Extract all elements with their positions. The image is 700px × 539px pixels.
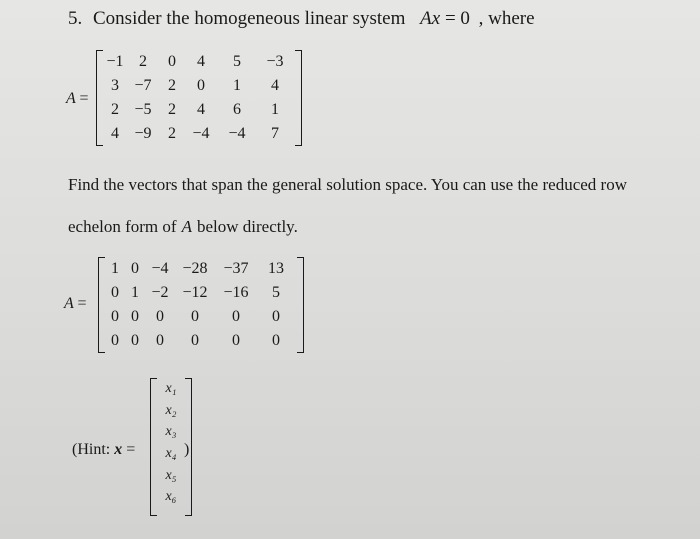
rref-cell: 0 xyxy=(272,332,280,349)
matrix-a-cell: 1 xyxy=(271,101,279,118)
vector-component: x₁ xyxy=(165,381,177,396)
rref-cell: −28 xyxy=(182,260,208,277)
rref-cell: 1 xyxy=(111,260,119,277)
rref-cell: 0 xyxy=(111,284,119,301)
instruction-line-2-after: below directly. xyxy=(196,217,298,236)
instruction-line-1: Find the vectors that span the general solution space. You can use the reduced row xyxy=(68,175,627,194)
matrix-a-cell: −5 xyxy=(134,101,152,118)
vector-component: x₆ xyxy=(165,489,177,505)
vector-component: x₂ xyxy=(165,402,177,418)
matrix-a-cell: 7 xyxy=(271,125,279,142)
rref-cell: 5 xyxy=(272,284,280,301)
rref-cell: 0 xyxy=(156,308,164,325)
matrix-a-cell: 0 xyxy=(197,77,205,94)
rref-cell: −2 xyxy=(151,284,169,301)
matrix-a-left-bracket xyxy=(96,50,103,146)
rref-cell: −16 xyxy=(223,284,249,301)
rref-cell: 0 xyxy=(191,308,199,325)
matrix-a-cell: 4 xyxy=(111,125,119,142)
rref-cell: 0 xyxy=(272,308,280,325)
matrix-a-cell: −7 xyxy=(134,77,152,94)
rref-cell: 0 xyxy=(131,260,139,277)
matrix-a-cell: 2 xyxy=(168,125,176,142)
rref-matrix xyxy=(106,257,296,353)
question-suffix: , where xyxy=(478,8,535,29)
matrix-a-cell: 0 xyxy=(168,53,176,70)
hint-close-paren: ) xyxy=(184,441,190,458)
rref-left-bracket xyxy=(98,257,105,353)
rref-cell: 0 xyxy=(131,332,139,349)
vector-component: x₄ xyxy=(165,446,177,461)
hint-var: x xyxy=(114,441,123,458)
rref-cell: 0 xyxy=(111,308,119,325)
instruction-var: A xyxy=(181,217,192,236)
matrix-a-right-bracket xyxy=(295,50,302,146)
matrix-a-cell: 1 xyxy=(233,77,241,94)
rref-cell: 1 xyxy=(131,284,139,301)
rref-cell: −37 xyxy=(223,260,249,277)
question-line xyxy=(68,8,535,30)
solution-vector xyxy=(158,378,184,516)
matrix-a-cell: −4 xyxy=(228,125,246,142)
rref-cell: −4 xyxy=(151,260,169,277)
rref-cell: 0 xyxy=(232,332,240,349)
instruction-line-2-before: echelon form of xyxy=(68,217,177,236)
matrix-a-cell: 2 xyxy=(111,101,119,118)
rref-cell: 0 xyxy=(232,308,240,325)
rref-letter: A xyxy=(64,295,74,312)
matrix-a-cell: 5 xyxy=(233,53,241,70)
equation-lhs: Ax xyxy=(420,8,441,29)
hint-equals: = xyxy=(126,441,136,458)
matrix-a-equals: = xyxy=(79,90,89,107)
matrix-a-cell: 4 xyxy=(271,77,279,94)
matrix-a-cell: 3 xyxy=(111,77,119,94)
rref-cell: 0 xyxy=(156,332,164,349)
hint-text xyxy=(72,441,135,459)
matrix-a-cell: −4 xyxy=(192,125,210,142)
question-text: Consider the homogeneous linear system xyxy=(93,8,406,29)
matrix-a-cell: 6 xyxy=(233,101,241,118)
matrix-a-letter: A xyxy=(66,90,76,107)
rref-cell: −12 xyxy=(182,284,208,301)
matrix-a-cell: −3 xyxy=(266,53,284,70)
matrix-a-cell: −9 xyxy=(134,125,152,142)
hint-prefix: (Hint: xyxy=(72,441,111,458)
vector-left-bracket xyxy=(150,378,157,516)
rref-cell: 0 xyxy=(131,308,139,325)
equation xyxy=(420,8,470,29)
vector-component: x₅ xyxy=(165,467,177,483)
matrix-a-cell: 4 xyxy=(197,101,205,118)
rref-cell: 13 xyxy=(268,260,284,277)
matrix-a-cell: 2 xyxy=(168,101,176,118)
matrix-a-cell: 4 xyxy=(197,53,205,70)
instruction-line-2 xyxy=(68,217,298,237)
rref-cell: 0 xyxy=(111,332,119,349)
rref-label xyxy=(64,295,87,313)
rref-right-bracket xyxy=(297,257,304,353)
equation-rhs: = 0 xyxy=(444,8,470,29)
matrix-a xyxy=(104,50,294,146)
rref-cell: 0 xyxy=(191,332,199,349)
matrix-a-label xyxy=(66,90,89,108)
rref-equals: = xyxy=(77,295,87,312)
vector-component: x₃ xyxy=(165,424,177,440)
question-number: 5. xyxy=(68,8,83,29)
matrix-a-cell: 2 xyxy=(139,53,147,70)
matrix-a-cell: 2 xyxy=(168,77,176,94)
matrix-a-cell: −1 xyxy=(106,53,124,70)
